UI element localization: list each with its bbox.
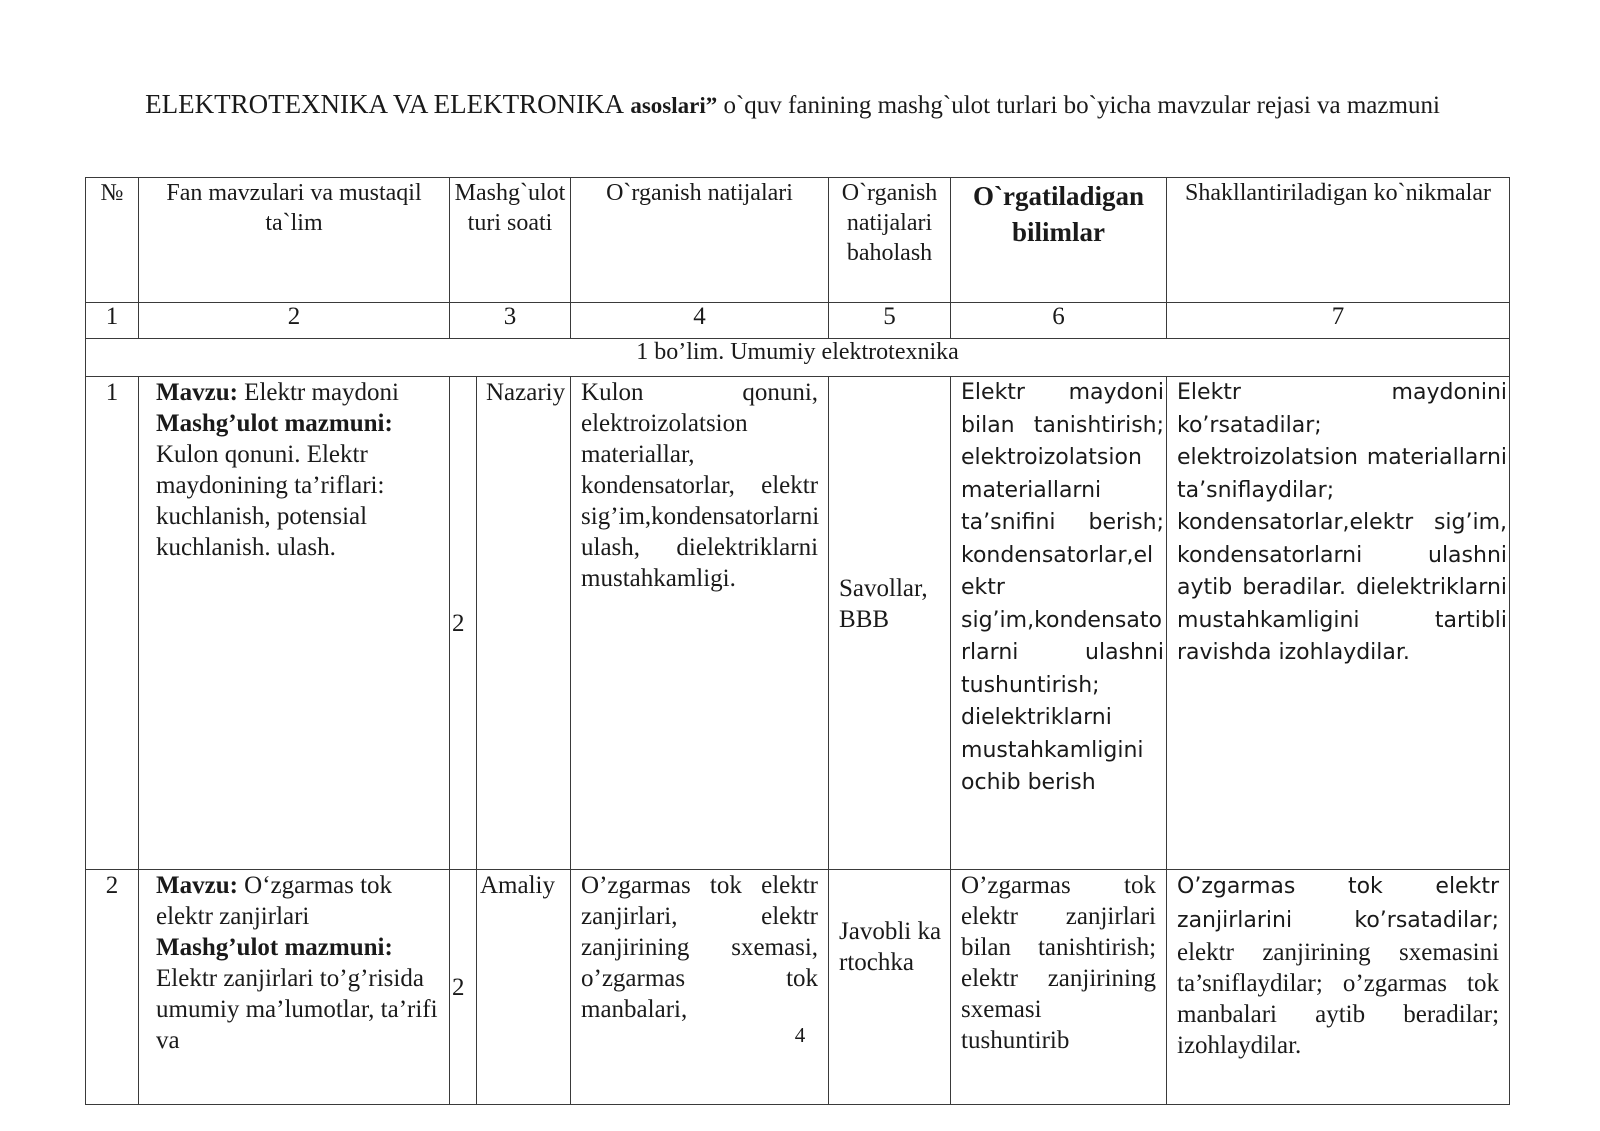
- skills-cell: Elektr maydonini ko’rsatadilar; elektroizolatsion materiallarni ta’sniflaydilar; kondensatorlar,elektr sig’im, kondensatorlarni ulashni aytib beradilar. dielektriklarni mustahkamligini tartibli ravishda izohlaydilar.: [1167, 377, 1510, 870]
- title-part2: asoslari”: [630, 93, 718, 118]
- skills-cell: [1167, 870, 1510, 1105]
- topics-table: [85, 177, 1510, 1105]
- header-number: №: [86, 178, 139, 303]
- topic-cell: [139, 870, 450, 1105]
- title-part1: ELEKTROTEXNIKA VA ELEKTRONIKA: [145, 89, 625, 119]
- topic-text: Elektr maydoni: [244, 379, 399, 406]
- type-cell: Amaliy: [477, 870, 571, 1105]
- content-text: Kulon qonuni. Elektr maydonining ta’riflari: kuchlanish, potensial kuchlanish. ulash.: [156, 441, 385, 561]
- header-results: O`rganish natijalari: [571, 178, 829, 303]
- column-number: 5: [829, 303, 951, 339]
- table-header-row: [86, 178, 1510, 303]
- content-label: Mashg’ulot mazmuni:: [156, 934, 393, 961]
- skills-text: elektr zanjirining sxemasini ta’sniflaydilar; o’zgarmas tok manbalari aytib beradilar; izohlaydilar.: [1177, 939, 1500, 1059]
- header-topics: Fan mavzulari va mustaqil ta`lim: [139, 178, 450, 303]
- hours-cell: 2: [450, 377, 477, 870]
- hours-cell: 2: [450, 870, 477, 1105]
- topic-label: Mavzu:: [156, 379, 238, 406]
- knowledge-cell: O’zgarmas tok elektr zanjirlari bilan tanishtirish; elektr zanjirining sxemasi tushuntirib: [951, 870, 1167, 1105]
- table-row: [86, 377, 1510, 870]
- knowledge-cell: Elektr maydoni bilan tanishtirish; elektroizolatsion materiallarni ta’snifini berish; kondensatorlar,elektr sig’im,kondensatorlarni ulashni tushuntirish; dielektriklarni mustahkamligini ochib berish: [951, 377, 1167, 870]
- page-number: 4: [794, 1023, 806, 1047]
- results-cell: Kulon qonuni, elektroizolatsion materiallar, kondensatorlar, elektr sig’im,kondensatorlarni ulash, dielektriklarni mustahkamligi.: [571, 377, 829, 870]
- header-knowledge: O`rgatiladigan bilimlar: [951, 178, 1167, 303]
- topic-cell: [139, 377, 450, 870]
- content-text: Elektr zanjirlari to’g’risida umumiy ma’lumotlar, ta’rifi va: [156, 965, 438, 1054]
- content-label: Mashg’ulot mazmuni:: [156, 410, 393, 437]
- column-number: 3: [450, 303, 571, 339]
- assessment-cell: Javobli kartochka: [829, 870, 951, 1105]
- column-number: 1: [86, 303, 139, 339]
- table-row: [86, 870, 1510, 1105]
- column-number: 6: [951, 303, 1167, 339]
- column-number-row: [86, 303, 1510, 339]
- section-row: [86, 339, 1510, 377]
- assessment-cell: Savollar, BBB: [829, 377, 951, 870]
- results-cell: O’zgarmas tok elektr zanjirlari, elektr zanjirining sxemasi, o’zgarmas tok manbalari,: [571, 870, 829, 1105]
- type-cell: Nazariy: [477, 377, 571, 870]
- row-number: 1: [86, 377, 139, 870]
- title-part3: o`quv fanining mashg`ulot turlari bo`yicha mavzular rejasi va mazmuni: [723, 92, 1440, 119]
- header-assessment: O`rganish natijalari baholash: [829, 178, 951, 303]
- row-number: 2: [86, 870, 139, 1105]
- column-number: 4: [571, 303, 829, 339]
- section-title: 1 bo’lim. Umumiy elektrotexnika: [86, 339, 1510, 377]
- document-title: [110, 88, 1475, 122]
- topic-text: O‘zgarmas tok elektr zanjirlari: [156, 872, 393, 930]
- column-number: 7: [1167, 303, 1510, 339]
- header-type-hours: Mashg`ulot turi soati: [450, 178, 571, 303]
- skills-text-sans: O’zgarmas tok elektr zanjirlarini ko’rsatadilar;: [1177, 874, 1500, 933]
- column-number: 2: [139, 303, 450, 339]
- topic-label: Mavzu:: [156, 872, 238, 899]
- header-skills: Shakllantiriladigan ko`nikmalar: [1167, 178, 1510, 303]
